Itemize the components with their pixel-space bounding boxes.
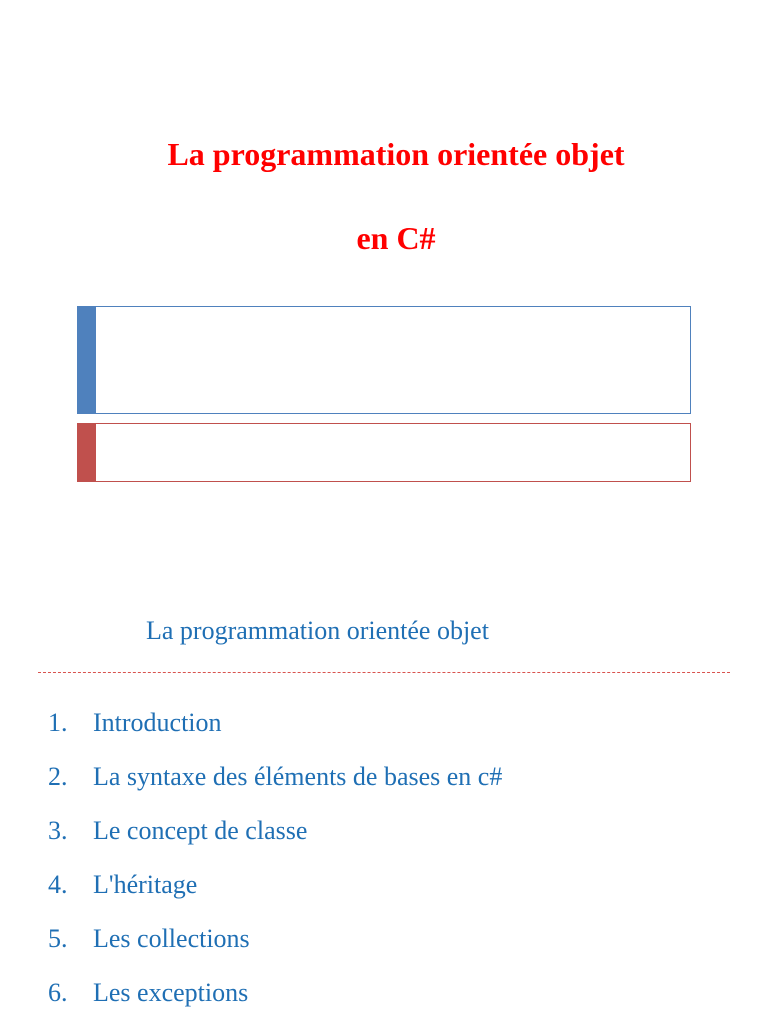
document-title-line-1: La programmation orientée objet: [167, 136, 625, 172]
toc-item-label: Le concept de classe: [93, 816, 308, 845]
red-accent-bar: [78, 424, 96, 481]
toc-item-label: Les collections: [93, 924, 250, 953]
toc-item-label: La syntaxe des éléments de bases en c#: [93, 762, 503, 791]
toc-item-label: Les exceptions: [93, 978, 249, 1007]
section-heading: La programmation orientée objet: [146, 616, 489, 645]
toc-item-number: 6.: [48, 978, 68, 1007]
toc-item-number: 1.: [48, 708, 68, 737]
toc-item-number: 4.: [48, 870, 68, 899]
document-title-line-2: en C#: [356, 220, 436, 256]
toc-item-number: 2.: [48, 762, 68, 791]
toc-item-label: Introduction: [93, 708, 222, 737]
blue-info-box: [77, 306, 691, 414]
red-info-box: [77, 423, 691, 482]
dashed-divider: [38, 672, 730, 673]
blue-accent-bar: [78, 307, 96, 413]
toc-item-number: 5.: [48, 924, 68, 953]
toc-item-label: L'héritage: [93, 870, 198, 899]
toc-item-number: 3.: [48, 816, 68, 845]
